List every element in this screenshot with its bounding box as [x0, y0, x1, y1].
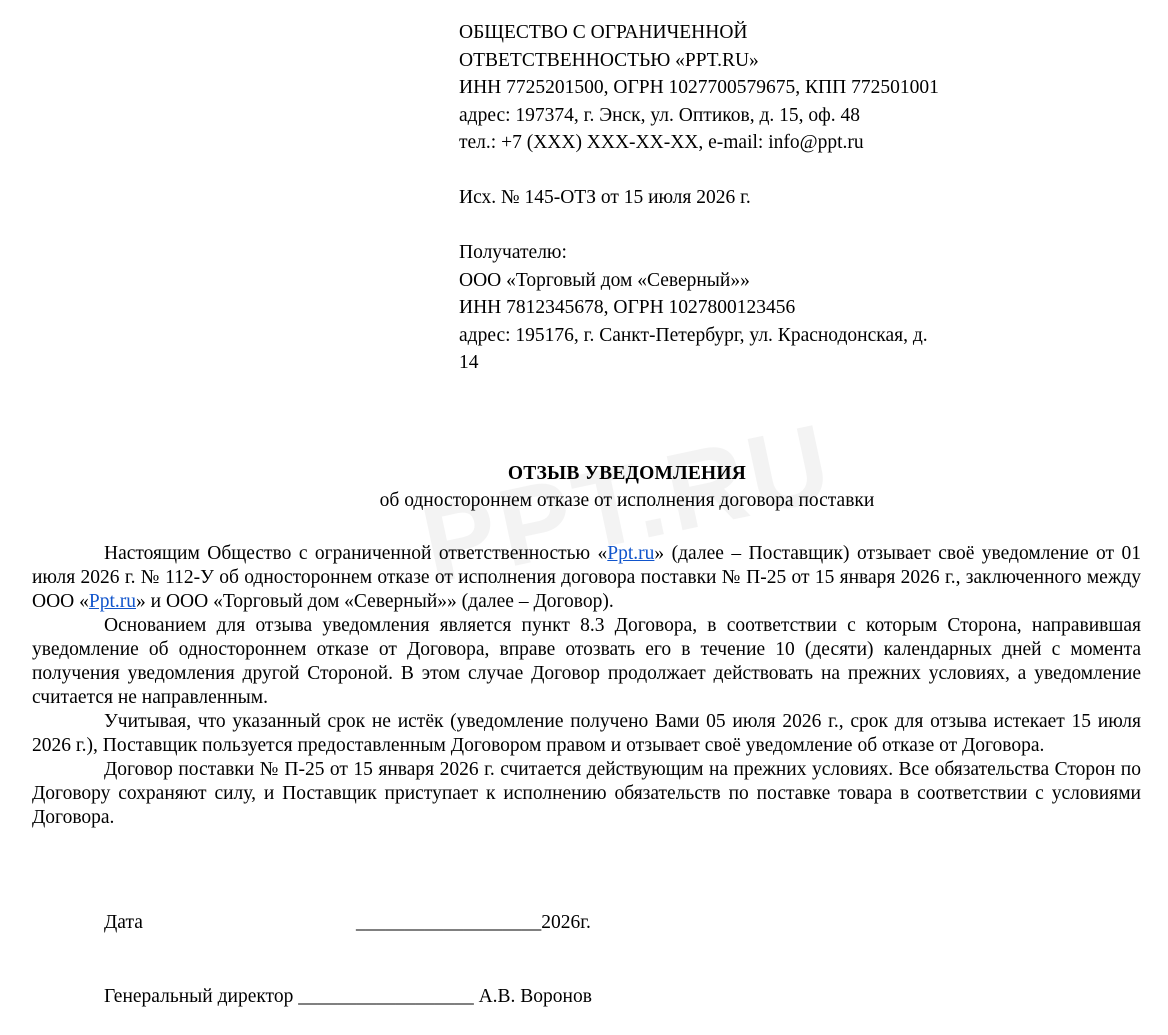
signature-row: [104, 984, 592, 1010]
date-blank: ___________________2026г.: [356, 912, 591, 933]
date-label: Дата: [104, 912, 143, 933]
body-paragraph-4: Договор поставки № П-25 от 15 января 2026 г. считается действующим на прежних условиях. Все обязательства Сторон по Договору сохраняют силу, и Поставщик приступает к исполнению обязательств по поставке товара в соответствии с условиями Договора.: [32, 759, 1141, 828]
body-paragraph-2: Основанием для отзыва уведомления является пункт 8.3 Договора, в соответствии с которым Сторона, направившая уведомление об одностороннем отказе от Договора, вправе отозвать его в течение 10 (десяти) календарных дней с момента получения уведомления другой Стороной. В этом случае Договор продолжает действовать на прежних условиях, а уведомление считается не направленным.: [32, 615, 1141, 708]
sender-contacts: тел.: +7 (XXX) XXX-XX-XX, e-mail: info@ppt.ru: [459, 132, 864, 153]
signature-line: __________________: [298, 986, 474, 1007]
recipient-label: Получателю:: [459, 242, 567, 263]
outgoing-reference: Исх. № 145-ОТЗ от 15 июля 2026 г.: [459, 187, 751, 208]
letter-header: [459, 19, 1019, 377]
ppt-ru-link[interactable]: Ppt.ru: [88, 591, 137, 612]
date-row: [104, 910, 591, 936]
sender-name-line1: ОБЩЕСТВО С ОГРАНИЧЕННОЙ: [459, 22, 748, 43]
sender-name-line2: ОТВЕТСТВЕННОСТЬЮ «PPT.RU»: [459, 49, 759, 71]
body-paragraph-3: Учитывая, что указанный срок не истёк (уведомление получено Вами 05 июля 2026 г., срок для отзыва истекает 15 июля 2026 г.), Поставщик пользуется предоставленным Договором правом и отзывает своё уведомление об отказе от Договора.: [32, 711, 1141, 756]
document-subtitle: об одностороннем отказе от исполнения договора поставки: [379, 490, 875, 511]
recipient-requisites: ИНН 7812345678, ОГРН 1027800123456: [459, 297, 796, 318]
ppt-ru-link[interactable]: Ppt.ru: [607, 543, 655, 564]
director-position: Генеральный директор: [104, 986, 294, 1007]
recipient-name: ООО «Торговый дом «Северный»»: [459, 269, 750, 291]
document-title-block: [0, 460, 1168, 514]
recipient-address-line1: адрес: 195176, г. Санкт-Петербург, ул. Краснодонская, д.: [459, 324, 928, 346]
recipient-address-line2: 14: [459, 352, 479, 373]
sender-address: адрес: 197374, г. Энск, ул. Оптиков, д. 15, оф. 48: [459, 104, 860, 126]
letter-body: [32, 542, 1141, 830]
signer-name: А.В. Воронов: [478, 986, 592, 1007]
document-title: ОТЗЫВ УВЕДОМЛЕНИЯ: [507, 463, 747, 484]
body-paragraph-1: Настоящим Общество с ограниченной ответственностью «Ppt.ru» (далее – Поставщик) отзывает своё уведомление от 01 июля 2026 г. № 112-У об одностороннем отказе от исполнения договора поставки № П-25 от 15 января 2026 г., заключенного между ООО «Ppt.ru» и ООО «Торговый дом «Северный»» (далее – Договор).: [32, 543, 1141, 612]
sender-requisites: ИНН 7725201500, ОГРН 1027700579675, КПП 772501001: [459, 77, 939, 98]
